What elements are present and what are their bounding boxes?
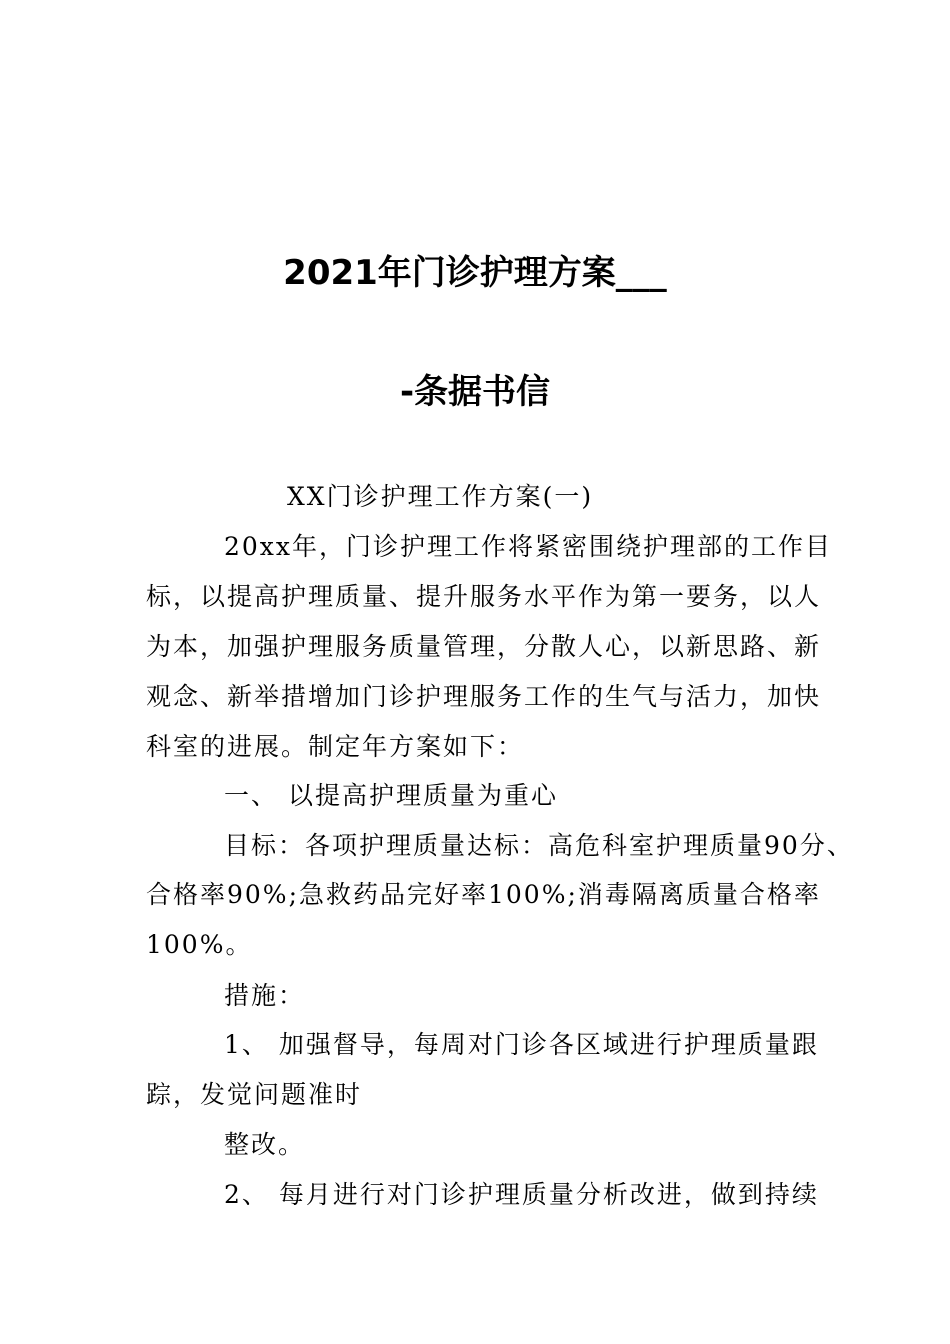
- list-item: 2、 每月进行对门诊护理质量分析改进，做到持续: [224, 1180, 819, 1209]
- paragraph-line: 观念、新举措增加门诊护理服务工作的生气与活力，加快: [146, 682, 822, 711]
- paragraph-line: 合格率90%;急救药品完好率100%;消毒隔离质量合格率: [146, 880, 821, 909]
- subheading: 措施：: [224, 981, 306, 1010]
- paragraph-line: 标，以提高护理质量、提升服务水平作为第一要务，以人: [146, 582, 822, 611]
- paragraph-line: 科室的进展。制定年方案如下：: [146, 732, 525, 761]
- paragraph-line: 20xx年，门诊护理工作将紧密围绕护理部的工作目: [224, 532, 833, 561]
- section-heading: XX门诊护理工作方案(一): [287, 482, 594, 511]
- subheading: 一、 以提高护理质量为重心: [224, 781, 558, 810]
- paragraph-line: 目标：各项护理质量达标：高危科室护理质量90分、: [224, 831, 854, 860]
- paragraph-line: 踪，发觉问题准时: [146, 1080, 363, 1109]
- paragraph-line: 整改。: [224, 1130, 306, 1159]
- paragraph-line: 100%。: [146, 930, 253, 959]
- paragraph-line: 为本，加强护理服务质量管理，分散人心，以新思路、新: [146, 632, 822, 661]
- document-title-line-2: -条据书信: [399, 372, 551, 412]
- list-item: 1、 加强督导，每周对门诊各区域进行护理质量跟: [224, 1030, 819, 1059]
- document-title-line-1: 2021年门诊护理方案___: [283, 253, 667, 293]
